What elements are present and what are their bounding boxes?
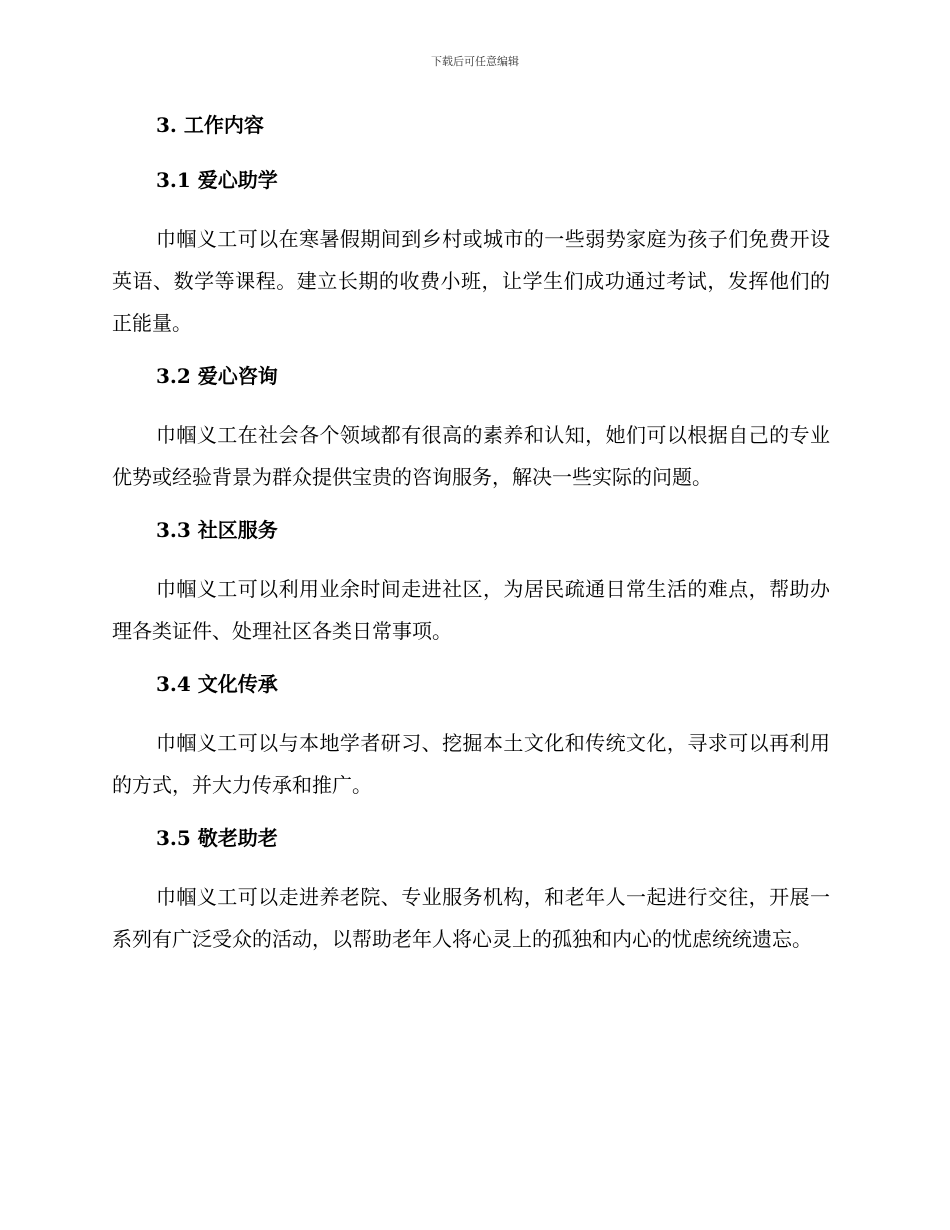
document-body — [112, 110, 830, 977]
subsection-heading-3-1: 3.1 爱心助学 — [156, 168, 278, 192]
subsection-heading-3-4: 3.4 文化传承 — [156, 672, 278, 696]
subsection-paragraph-3-2: 巾帼义工在社会各个领域都有很高的素养和认知，她们可以根据自己的专业优势或经验背景为群众提供宝贵的咨询服务，解决一些实际的问题。 — [112, 423, 830, 489]
page-header: 下载后可任意编辑 — [431, 55, 519, 68]
subsection-paragraph-3-4: 巾帼义工可以与本地学者研习、挖掘本土文化和传统文化，寻求可以再利用的方式，并大力传承和推广。 — [112, 731, 830, 797]
subsection-paragraph-3-5: 巾帼义工可以走进养老院、专业服务机构，和老年人一起进行交往，开展一系列有广泛受众的活动，以帮助老年人将心灵上的孤独和内心的忧虑统统遗忘。 — [112, 885, 830, 951]
section-title: 3. 工作内容 — [156, 113, 264, 137]
subsection-heading-3-2: 3.2 爱心咨询 — [156, 364, 278, 388]
subsection-paragraph-3-3: 巾帼义工可以利用业余时间走进社区，为居民疏通日常生活的难点，帮助办理各类证件、处理社区各类日常事项。 — [112, 577, 830, 643]
subsection-heading-3-5: 3.5 敬老助老 — [156, 826, 278, 850]
subsection-heading-3-3: 3.3 社区服务 — [156, 518, 278, 542]
subsection-paragraph-3-1: 巾帼义工可以在寒暑假期间到乡村或城市的一些弱势家庭为孩子们免费开设英语、数学等课程。建立长期的收费小班，让学生们成功通过考试，发挥他们的正能量。 — [112, 227, 830, 335]
